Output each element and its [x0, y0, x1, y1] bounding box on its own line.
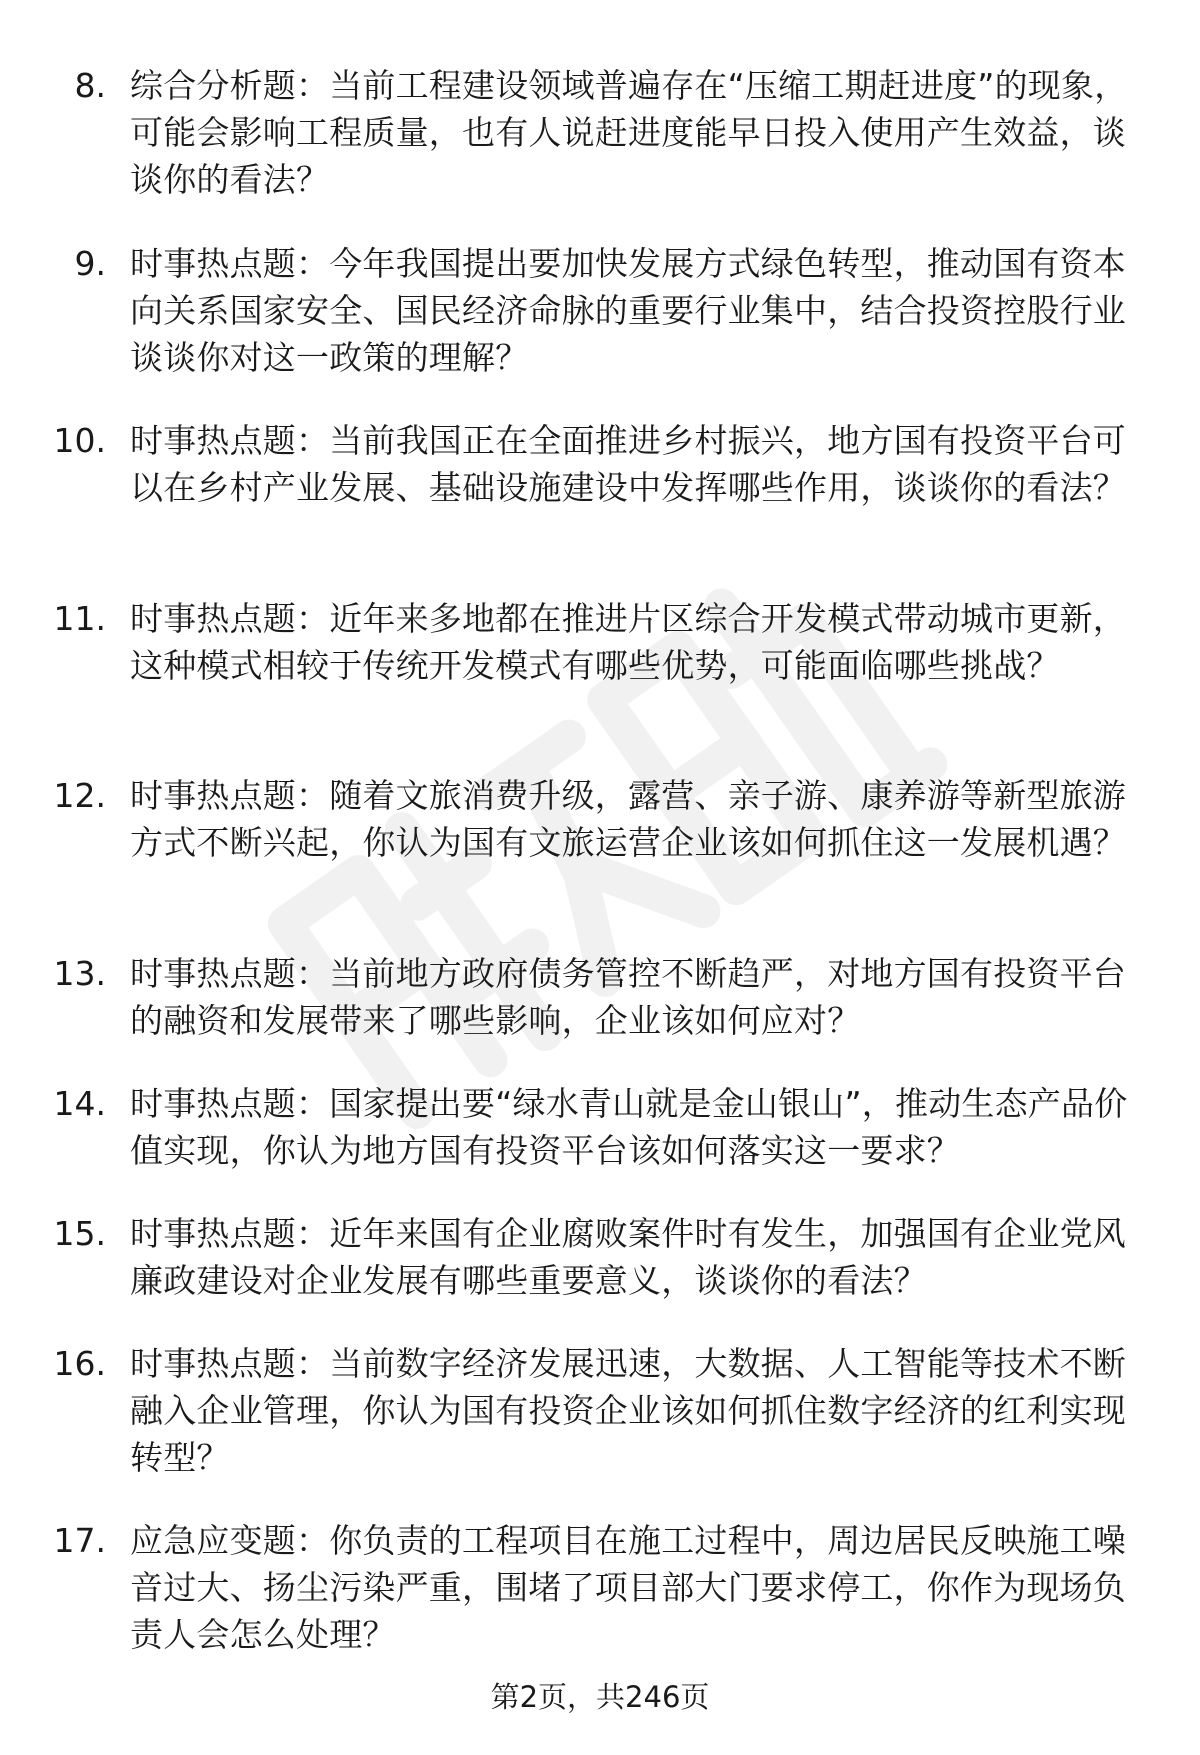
question-text: 应急应变题：你负责的工程项目在施工过程中，周边居民反映施工噪音过大、扬尘污染严重，围堵了项目部大门要求停工，你作为现场负责人会怎么处理？ [130, 1521, 1126, 1654]
question-number: 12. [53, 776, 106, 815]
question-number: 13. [53, 954, 106, 993]
question-text: 时事热点题：当前地方政府债务管控不断趋严，对地方国有投资平台的融资和发展带来了哪些影响，企业该如何应对？ [130, 954, 1126, 1040]
question-number: 8. [74, 66, 106, 105]
question-text: 时事热点题：当前我国正在全面推进乡村振兴，地方国有投资平台可以在乡村产业发展、基础设施建设中发挥哪些作用，谈谈你的看法？ [130, 421, 1126, 507]
question-text: 时事热点题：今年我国提出要加快发展方式绿色转型，推动国有资本向关系国家安全、国民经济命脉的重要行业集中，结合投资控股行业谈谈你对这一政策的理解？ [130, 244, 1126, 377]
question-text: 综合分析题：当前工程建设领域普遍存在“压缩工期赶进度”的现象，可能会影响工程质量，也有人说赶进度能早日投入使用产生效益，谈谈你的看法？ [130, 66, 1128, 199]
question-number: 11. [53, 599, 106, 638]
question-number: 17. [53, 1521, 106, 1560]
question-text: 时事热点题：随着文旅消费升级，露营、亲子游、康养游等新型旅游方式不断兴起，你认为国有文旅运营企业该如何抓住这一发展机遇？ [130, 776, 1126, 862]
question-text: 时事热点题：当前数字经济发展迅速，大数据、人工智能等技术不断融入企业管理，你认为国有投资企业该如何抓住数字经济的红利实现转型？ [130, 1344, 1126, 1477]
question-text: 时事热点题：国家提出要“绿水青山就是金山银山”，推动生态产品价值实现，你认为地方国有投资平台该如何落实这一要求？ [130, 1084, 1128, 1170]
question-text: 时事热点题：近年来国有企业腐败案件时有发生，加强国有企业党风廉政建设对企业发展有哪些重要意义，谈谈你的看法？ [130, 1214, 1126, 1300]
question-number: 14. [53, 1084, 106, 1123]
question-number: 16. [53, 1344, 106, 1383]
question-text: 时事热点题：近年来多地都在推进片区综合开发模式带动城市更新，这种模式相较于传统开发模式有哪些优势，可能面临哪些挑战？ [130, 599, 1126, 685]
page-footer: 第2页，共246页 [490, 1680, 710, 1714]
question-number: 9. [74, 244, 106, 283]
question-number: 15. [53, 1214, 106, 1253]
question-number: 10. [53, 421, 106, 460]
